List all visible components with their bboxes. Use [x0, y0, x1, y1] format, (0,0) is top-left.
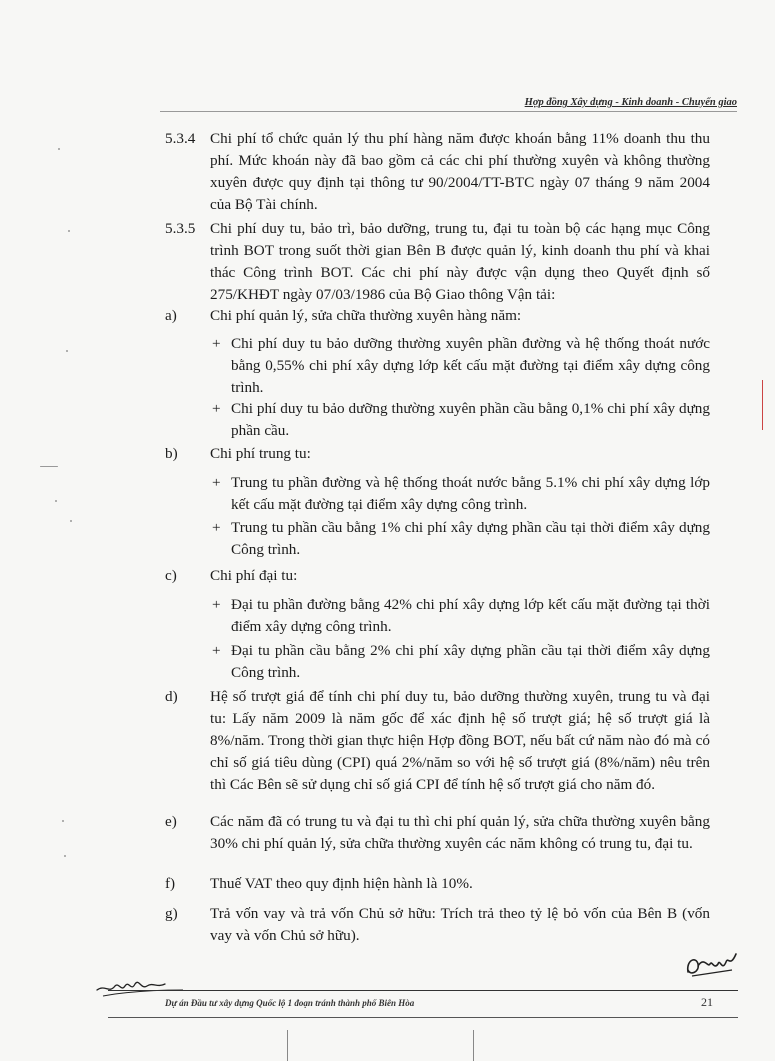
plus-bullet-icon: +	[212, 519, 221, 536]
scan-speck	[40, 466, 58, 467]
footer-text: Dự án Đầu tư xây dựng Quốc lộ 1 đoạn tránh thành phố Biên Hòa	[165, 998, 415, 1008]
section-text: Chi phí duy tu, bảo trì, bảo dưỡng, trung tu, đại tu toàn bộ các hạng mục Công trình BOT trong suốt thời gian Bên B được quản lý, kinh doanh thu phí và khai thác Công trình BOT. Các chi phí này được vận dụng theo Quyết định số 275/KHĐT ngày 07/03/1986 của Bộ Giao thông Vận tải:	[210, 220, 710, 303]
item-label: e)	[165, 813, 177, 830]
scan-artifact-line	[762, 380, 763, 430]
bullet-text: Trung tu phần cầu bằng 1% chi phí xây dựng phần cầu tại thời điểm xây dựng Công trình.	[231, 519, 710, 558]
scan-speck	[66, 350, 68, 352]
bullet-text: Đại tu phần cầu bằng 2% chi phí xây dựng phần cầu tại thời điểm xây dựng Công trình.	[231, 642, 710, 681]
section-text: Chi phí tổ chức quản lý thu phí hàng năm được khoán bằng 11% doanh thu thu phí. Mức khoán này đã bao gồm cả các chi phí thường xuyên và không thường xuyên được quy định tại thông tư 90/2004/TT-BTC ngày 07 tháng 9 năm 2004 của Bộ Tài chính.	[210, 130, 710, 213]
bullet-text: Đại tu phần đường bằng 42% chi phí xây dựng lớp kết cấu mặt đường tại thời điểm xây dựng công trình.	[231, 596, 710, 635]
bullet-text: Chi phí duy tu bảo dưỡng thường xuyên phần đường và hệ thống thoát nước bằng 0,55% chi phí xây dựng lớp kết cấu mặt đường tại điểm xây dựng công trình.	[231, 335, 710, 396]
item-label: g)	[165, 905, 178, 922]
item-text: Chi phí đại tu:	[210, 567, 298, 584]
scan-speck	[62, 820, 64, 822]
signature-initials-icon	[682, 946, 742, 982]
scan-speck	[70, 520, 72, 522]
bullet-text: Chi phí duy tu bảo dưỡng thường xuyên phần cầu bằng 0,1% chi phí xây dựng phần cầu.	[231, 400, 710, 439]
section-number: 5.3.4	[165, 130, 196, 147]
item-label: a)	[165, 307, 177, 324]
bullet-text: Trung tu phần đường và hệ thống thoát nước bằng 5.1% chi phí xây dựng lớp kết cấu mặt đường tại điểm xây dựng công trình.	[231, 474, 710, 513]
item-label: f)	[165, 875, 176, 892]
plus-bullet-icon: +	[212, 596, 221, 613]
scan-artifact-line	[473, 1030, 474, 1061]
header-rule	[160, 111, 737, 112]
running-header: Hợp đồng Xây dựng - Kinh doanh - Chuyển giao	[524, 97, 737, 108]
scan-speck	[68, 230, 70, 232]
scan-artifact-line	[287, 1030, 288, 1061]
item-text: Chi phí quản lý, sửa chữa thường xuyên hàng năm:	[210, 307, 522, 324]
item-text: Hệ số trượt giá để tính chi phí duy tu, bảo dưỡng thường xuyên, trung tu và đại tu: Lấy năm 2009 là năm gốc để xác định hệ số trượt giá; hệ số trượt giá là 8%/năm. Trong thời gian thực hiện Hợp đồng BOT, nếu bất cứ năm nào đó mà có chỉ số giá tiêu dùng (CPI) quá 2%/năm so với hệ số trượt giá (8%/năm) nêu trên thì Các Bên sẽ sử dụng chỉ số giá CPI để tính hệ số trượt giá cho năm đó.	[210, 688, 710, 793]
scan-speck	[55, 500, 57, 502]
item-text: Các năm đã có trung tu và đại tu thì chi phí quản lý, sửa chữa thường xuyên bằng 30% chi phí quản lý, sửa chữa thường xuyên các năm không có trung tu, đại tu.	[210, 813, 710, 852]
plus-bullet-icon: +	[212, 642, 221, 659]
item-text: Thuế VAT theo quy định hiện hành là 10%.	[210, 875, 473, 892]
item-label: d)	[165, 688, 178, 705]
item-text: Chi phí trung tu:	[210, 445, 311, 462]
footer-rule	[108, 1017, 738, 1018]
item-label: c)	[165, 567, 177, 584]
plus-bullet-icon: +	[212, 400, 221, 417]
plus-bullet-icon: +	[212, 474, 221, 491]
item-text: Trả vốn vay và trả vốn Chủ sở hữu: Trích trả theo tỷ lệ bỏ vốn của Bên B (vốn vay và vốn Chủ sở hữu).	[210, 905, 710, 944]
item-label: b)	[165, 445, 178, 462]
section-number: 5.3.5	[165, 220, 196, 237]
scan-speck	[58, 148, 60, 150]
page-number: 21	[701, 995, 713, 1009]
footer-rule	[108, 990, 738, 991]
scan-speck	[64, 855, 66, 857]
plus-bullet-icon: +	[212, 335, 221, 352]
